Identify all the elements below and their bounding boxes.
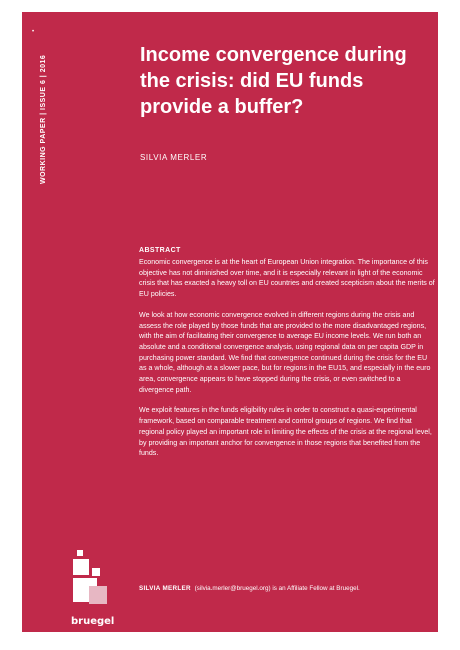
cover-panel (22, 12, 438, 632)
page-title: Income convergence during the crisis: did EU funds provide a buffer? (140, 44, 407, 118)
author-note-label: SILVIA MERLER (139, 585, 191, 592)
bruegel-logo-icon (69, 550, 113, 616)
corner-mark: • (32, 29, 35, 35)
abstract-section (139, 247, 435, 469)
author-note-text: (silvia.merler@bruegel.org) is an Affiliate Fellow at Bruegel. (194, 585, 360, 592)
bruegel-logo-word: bruegel (71, 616, 115, 627)
author-name: SILVIA MERLER (140, 153, 208, 162)
abstract-paragraph: We look at how economic convergence evolved in different regions during the crisis and assess the role played by those funds that are provided to the more disadvantaged regions, with the aim of facilitating their convergence to average EU income levels. We run both an absolute and a conditional convergence analysis, using regional data on per capita GDP in purchasing power standard. We find that convergence continued during the crisis for the EU as a whole, although at a slower pace, but for regions in the EU15, and especially in the euro area, convergence appears to have stopped during the crisis, or even switched to a divergence path. (139, 310, 431, 394)
abstract-paragraph: Economic convergence is at the heart of European Union integration. The importance of this objective has not diminished over time, and it is especially relevant in light of the economic crisis that has exacted a heavy toll on EU countries and created scepticism about the merits of EU policies. (139, 258, 435, 299)
series-label: WORKING PAPER | ISSUE 6 | 2016 (40, 54, 47, 184)
abstract-heading: ABSTRACT (139, 247, 181, 254)
author-note (139, 585, 435, 593)
abstract-paragraph: We exploit features in the funds eligibility rules in order to construct a quasi-experimental framework, based on comparable treatment and control groups of regions. We find that regional policy played an important role in limiting the effects of the crisis at the regional level, by providing an important anchor for convergence in those regions that benefited from the funds. (139, 406, 432, 458)
